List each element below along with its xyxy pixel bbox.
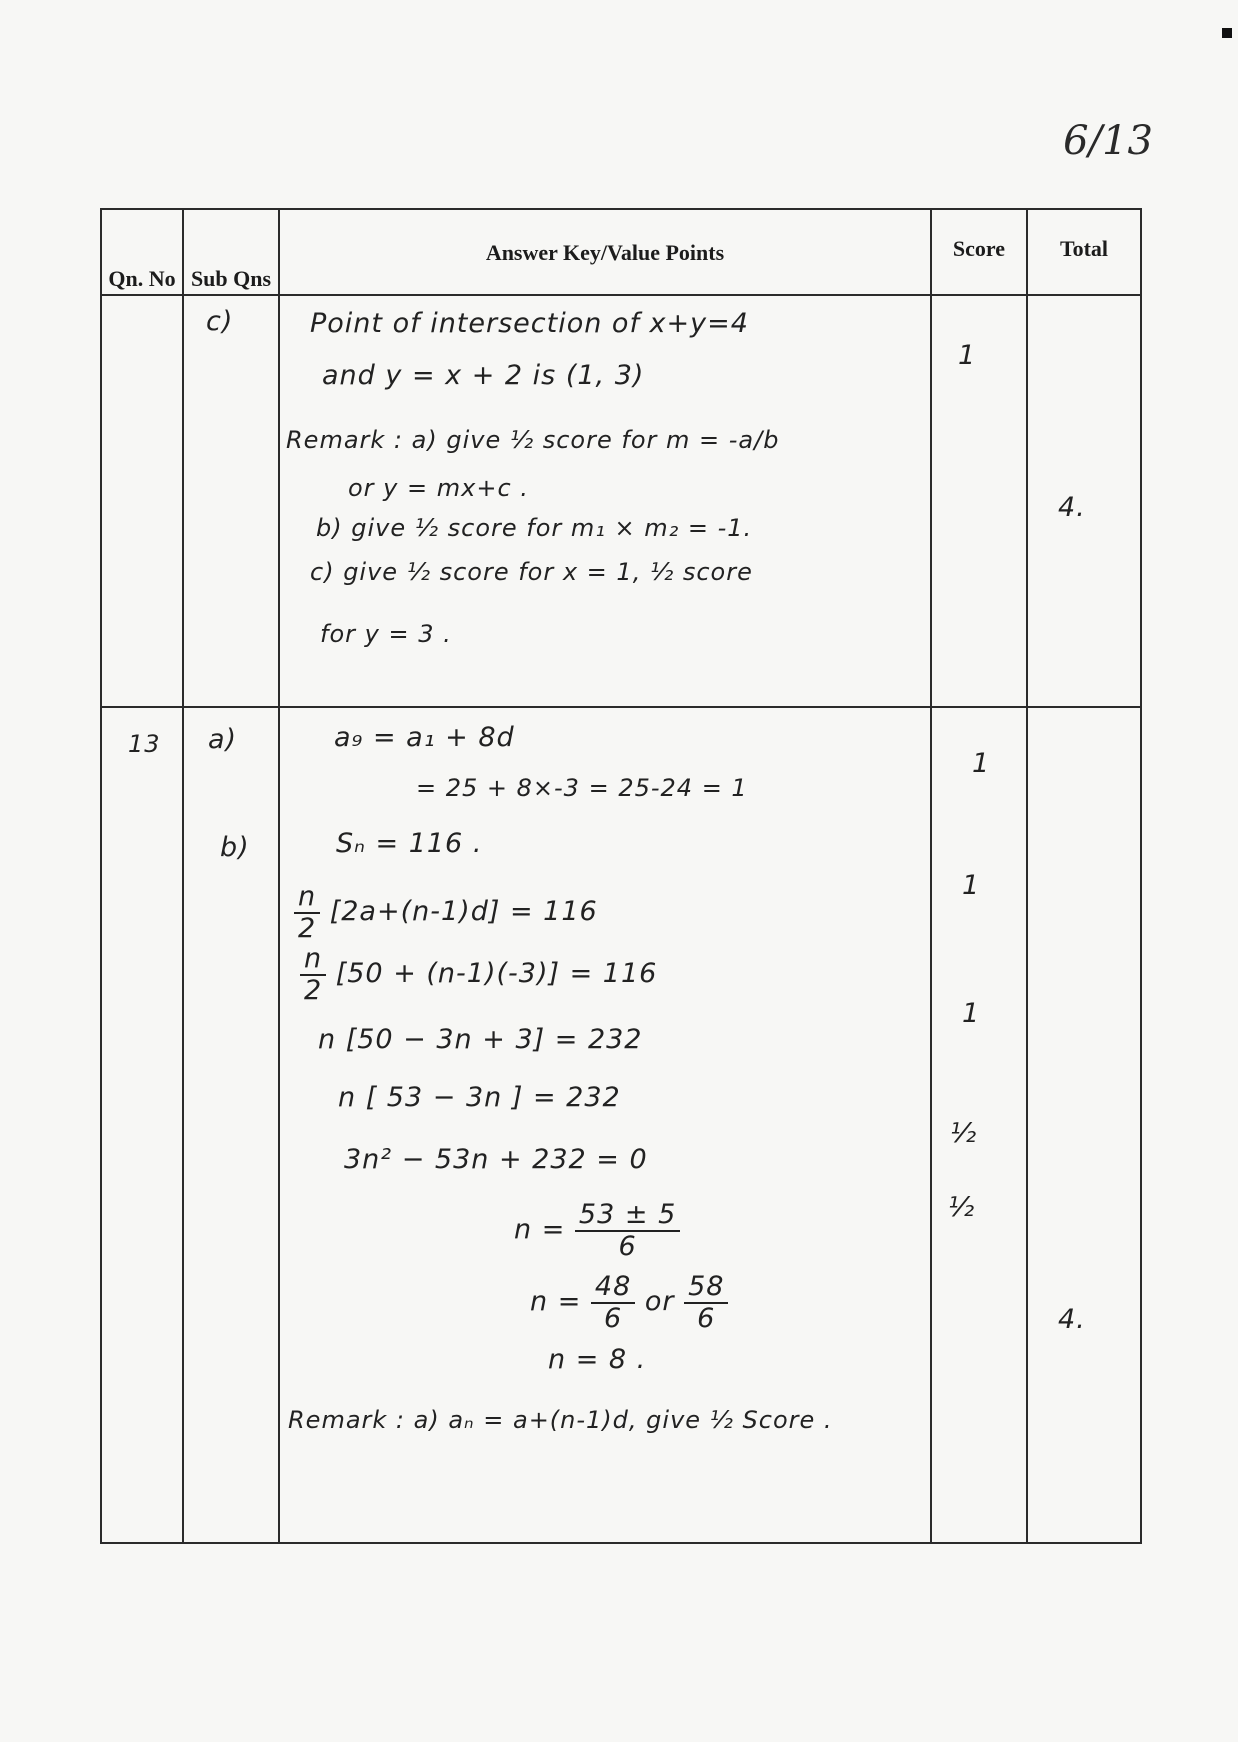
answer-line: a₉ = a₁ + 8d xyxy=(334,722,515,753)
answer-line: and y = x + 2 is (1, 3) xyxy=(322,360,645,391)
score-cell xyxy=(931,707,1027,1543)
qn-cell xyxy=(101,707,183,1543)
sub-label-a: a) xyxy=(208,724,238,755)
sub-label-b: b) xyxy=(220,832,250,863)
score-value: 1 xyxy=(972,748,991,779)
header-sub-qns: Sub Qns xyxy=(183,209,279,295)
score-value: ½ xyxy=(950,1118,978,1149)
answer-cell xyxy=(279,707,931,1543)
total-cell xyxy=(1027,707,1141,1543)
header-row xyxy=(101,209,1141,295)
answer-line: Point of intersection of x+y=4 xyxy=(310,308,749,339)
qn-cell xyxy=(101,295,183,707)
answer-line: Sₙ = 116 . xyxy=(336,828,483,859)
answer-line: n [ 53 − 3n ] = 232 xyxy=(338,1082,621,1113)
answer-row-12c xyxy=(101,295,1141,707)
remark-line: Remark : a) give ½ score for m = -a/b xyxy=(286,426,780,454)
total-value: 4. xyxy=(1058,492,1086,523)
remark-line: Remark : a) aₙ = a+(n-1)d, give ½ Score . xyxy=(288,1406,833,1434)
sub-label: c) xyxy=(206,306,234,337)
score-cell xyxy=(931,295,1027,707)
header-total: Total xyxy=(1027,209,1141,295)
sub-cell xyxy=(183,295,279,707)
remark-line: c) give ½ score for x = 1, ½ score xyxy=(310,558,753,586)
total-cell xyxy=(1027,295,1141,707)
answer-row-13 xyxy=(101,707,1141,1543)
score-value: ½ xyxy=(948,1192,976,1223)
score-value: 1 xyxy=(962,998,981,1029)
header-qn-no: Qn. No xyxy=(101,209,183,295)
question-number: 13 xyxy=(128,730,161,758)
answer-key-table xyxy=(100,208,1142,1544)
page-number: 6/13 xyxy=(1063,118,1153,164)
answer-line: n = $\frac{48}{6}$ or $\frac{58}{6}$ xyxy=(530,1272,728,1333)
answer-line: 3n² − 53n + 232 = 0 xyxy=(344,1144,648,1175)
score-value: 1 xyxy=(962,870,981,901)
answer-line: $\frac{n}{2}$ [50 + (n-1)(-3)] = 116 xyxy=(300,944,657,1005)
remark-line: or y = mx+c . xyxy=(348,474,529,502)
answer-line: n = 8 . xyxy=(548,1344,647,1375)
corner-mark xyxy=(1222,28,1232,38)
answer-line: n [50 − 3n + 3] = 232 xyxy=(318,1024,643,1055)
answer-cell xyxy=(279,295,931,707)
header-score: Score xyxy=(931,209,1027,295)
header-answer: Answer Key/Value Points xyxy=(279,209,931,295)
sub-cell xyxy=(183,707,279,1543)
total-value: 4. xyxy=(1058,1304,1086,1335)
answer-line: n = $\frac{53 \pm 5}{6}$ xyxy=(514,1200,680,1261)
answer-line: $\frac{n}{2}$ [2a+(n-1)d] = 116 xyxy=(294,882,598,943)
remark-line: b) give ½ score for m₁ × m₂ = -1. xyxy=(316,514,753,542)
answer-line: = 25 + 8×-3 = 25-24 = 1 xyxy=(416,774,748,802)
score-value: 1 xyxy=(958,340,977,371)
remark-line: for y = 3 . xyxy=(320,620,452,648)
